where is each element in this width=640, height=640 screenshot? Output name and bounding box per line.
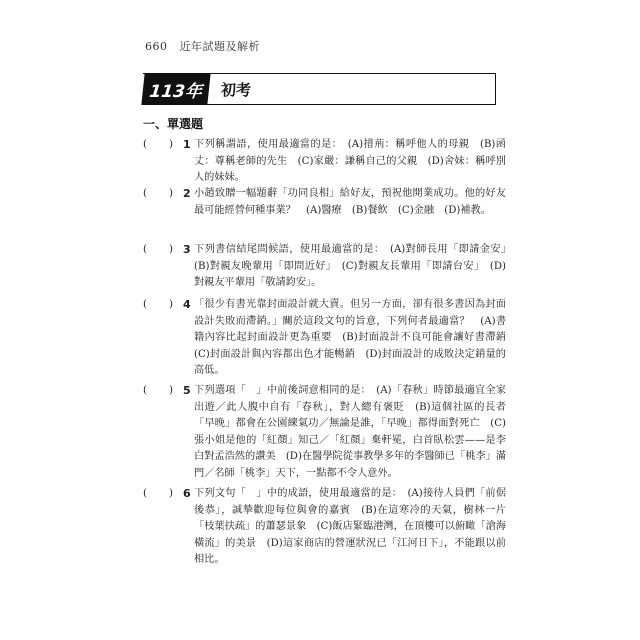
bracket-open: ( (143, 139, 147, 150)
answer-bracket[interactable] (143, 383, 173, 400)
question-text: 小趙致贈一幅題辭「功同良相」給好友，預祝他開業成功。他的好友最可能經營何種事業？ (A)醫療 (B)餐飲 (C)金融 (D)補教。 (194, 188, 506, 216)
bracket-close: ) (169, 139, 173, 150)
running-header (145, 38, 260, 54)
question-text: 下列書信結尾問候語，使用最適當的是： (A)對師長用「即請金安」 (B)對親友晚輩用「即問近好」 (C)對親友長輩用「即請台安」 (D)對親友平輩用「敬請鈞安」。 (194, 244, 517, 288)
exam-year-badge (141, 73, 210, 105)
question-text: 下列稱謂語，使用最適當的是： (A)措荊：稱呼他人的母親 (B)函丈：尊稱老師的先生 (C)家嚴：謙稱自己的父親 (D)舍妹：稱呼別人的妹妹。 (194, 139, 506, 183)
question-number: 6 (183, 487, 191, 500)
question-number: 1 (183, 138, 191, 151)
answer-bracket[interactable] (143, 297, 173, 314)
exam-title-bar (143, 73, 496, 105)
bracket-close: ) (169, 188, 173, 199)
bracket-close: ) (169, 299, 173, 310)
question-number: 5 (183, 384, 191, 397)
book-title: 近年試題及解析 (179, 40, 260, 53)
answer-bracket[interactable] (143, 242, 173, 259)
page-number: 660 (145, 40, 168, 53)
question-text: 下列選項「 」中前後詞意相同的是： (A)「春秋」時節最適宜全家出遊／此人腹中自有「春秋」，對人總有褒貶 (B)這個社區的長者「早晚」都會在公園練氣功／無論是誰，「早晚」都得面對死亡 (C)張小姐是他的「紅顏」知己／「紅顏」棄軒冕，白首臥松雲——是李白對孟浩然的讚美 (D)在醫學院從事教學多年的李醫師已「桃李」滿門／名師「桃李」天下，一點都不令人意外。 (194, 385, 506, 479)
question-text: 「很少有書光靠封面設計就大賣。但另一方面，卻有很多書因為封面設計失敗而滯銷。」關於這段文句的旨意，下列何者最適當？ (A)書籍內容比起封面設計更為重要 (B)封面設計不良可能會讓好書滯銷 (C)封面設計與內容都出色才能暢銷 (D)封面設計的成敗決定銷量的高低。 (194, 299, 517, 376)
answer-bracket[interactable] (143, 137, 173, 154)
question-text: 下列文句「 」中的成語，使用最適當的是： (A)接待人員們「前倨後恭」，誠摯歡迎每位與會的嘉賓 (B)在這寒冷的天氣，樹林一片「枝葉扶疏」的蕭瑟景象 (C)飯店緊臨港灣，在頂樓可以俯瞰「滄海橫流」的美景 (D)這家商店的營運狀況已「江河日下」，不能跟以前相比。 (194, 488, 506, 565)
bracket-open: ( (143, 299, 147, 310)
bracket-open: ( (143, 244, 147, 255)
question-number: 4 (183, 298, 191, 311)
answer-bracket[interactable] (143, 186, 173, 203)
exam-name: 初考 (221, 80, 252, 99)
section-heading: 一、單選題 (143, 117, 204, 131)
question-number: 2 (183, 187, 191, 200)
bracket-close: ) (169, 385, 173, 396)
bracket-open: ( (143, 488, 147, 499)
bracket-close: ) (169, 488, 173, 499)
bracket-open: ( (143, 188, 147, 199)
bracket-close: ) (169, 244, 173, 255)
bracket-open: ( (143, 385, 147, 396)
question-number: 3 (183, 243, 191, 256)
exam-year-label: 113年 (148, 81, 204, 101)
answer-bracket[interactable] (143, 486, 173, 503)
